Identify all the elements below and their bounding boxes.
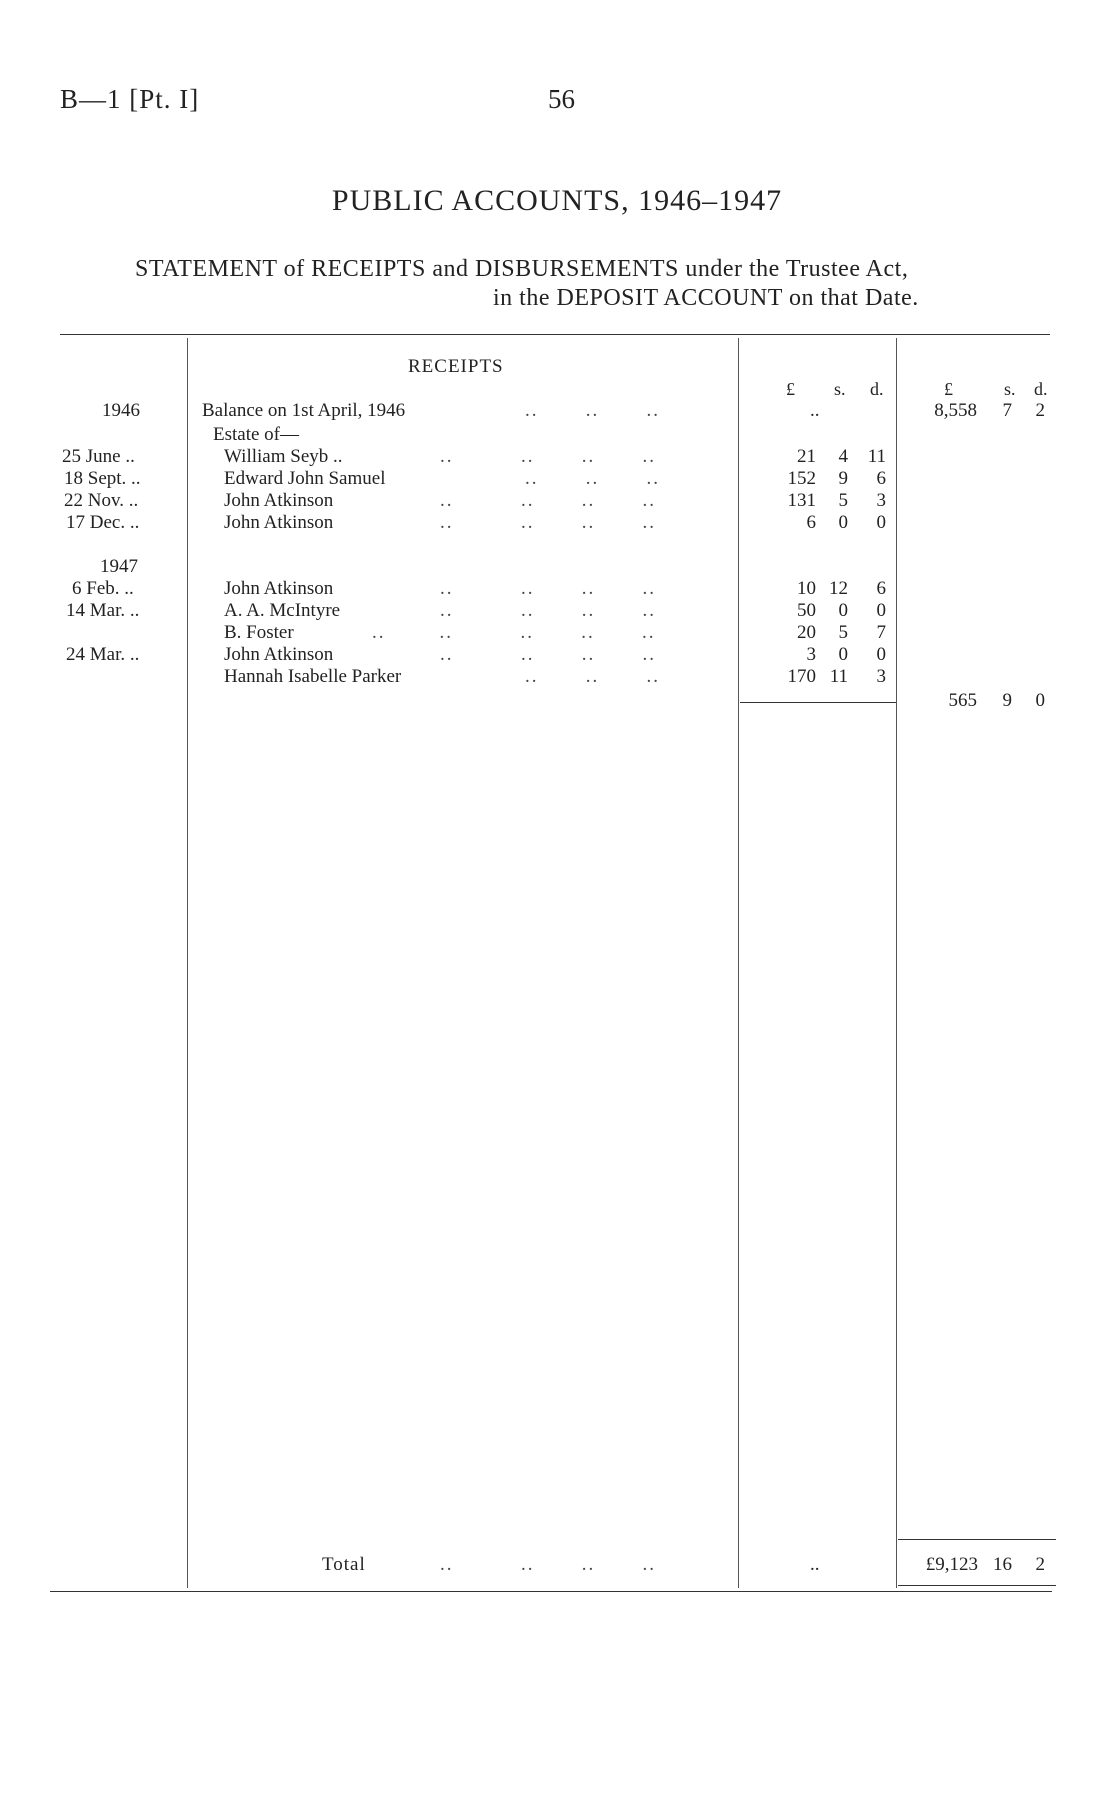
entry-pence: 3 bbox=[876, 666, 886, 687]
balance-pence: 2 bbox=[1035, 400, 1045, 421]
balance-pounds: 8,558 bbox=[934, 400, 977, 421]
entry-pence: 3 bbox=[876, 490, 886, 511]
balance-shillings: 7 bbox=[1002, 400, 1012, 421]
report-section-reference: B—1 [Pt. I] bbox=[60, 84, 200, 114]
entry-pence: 6 bbox=[876, 578, 886, 599]
statement-title-line-2: in the DEPOSIT ACCOUNT on that Date. bbox=[493, 285, 919, 311]
entry-shillings: 11 bbox=[829, 666, 848, 687]
entry-name: B. Foster bbox=[224, 622, 294, 643]
entry-pounds: 6 bbox=[806, 512, 816, 533]
entry-shillings: 0 bbox=[838, 644, 848, 665]
entry-name: John Atkinson bbox=[224, 512, 334, 533]
total-dots: .. .. .. .. bbox=[440, 1554, 656, 1575]
entry-dots: .. .. .. .. bbox=[440, 512, 656, 533]
date-column-divider bbox=[187, 338, 188, 1588]
pence-header-detail: d. bbox=[870, 379, 884, 399]
detail-column-divider bbox=[738, 338, 739, 1588]
receipts-heading: RECEIPTS bbox=[408, 356, 504, 377]
entry-dots: .. .. .. .. bbox=[440, 490, 656, 511]
pounds-header-detail: £ bbox=[786, 379, 795, 399]
pounds-header-total: £ bbox=[944, 379, 953, 399]
entry-name: Edward John Samuel bbox=[224, 468, 386, 489]
total-label: Total bbox=[322, 1554, 366, 1575]
entry-date: 17 Dec. .. bbox=[66, 512, 140, 533]
entry-date: 18 Sept. .. bbox=[64, 468, 141, 489]
entry-name: William Seyb .. bbox=[224, 446, 343, 467]
amount-column-divider bbox=[896, 338, 897, 1588]
statement-title-line-1: STATEMENT of RECEIPTS and DISBURSEMENTS under the Trustee Act, bbox=[135, 256, 909, 282]
entry-pounds: 20 bbox=[797, 622, 816, 643]
entry-date: 25 June .. bbox=[62, 446, 135, 467]
entry-date: 24 Mar. .. bbox=[66, 644, 140, 665]
entry-pence: 6 bbox=[876, 468, 886, 489]
entry-dots: .. .. .. bbox=[525, 666, 660, 687]
entry-shillings: 5 bbox=[838, 490, 848, 511]
entry-dots: .. .. .. bbox=[525, 468, 660, 489]
entry-pence: 11 bbox=[867, 446, 886, 467]
estate-label: Estate of— bbox=[213, 424, 300, 445]
entry-pounds: 10 bbox=[797, 578, 816, 599]
entry-name: Hannah Isabelle Parker bbox=[224, 666, 402, 687]
year-1946-label: 1946 bbox=[102, 400, 140, 421]
entry-name: John Atkinson bbox=[224, 490, 334, 511]
entry-dots: .. .. .. .. bbox=[440, 600, 656, 621]
subtotal-pence: 0 bbox=[1035, 690, 1045, 711]
entry-name: John Atkinson bbox=[224, 644, 334, 665]
entry-date: 6 Feb. .. bbox=[72, 578, 134, 599]
total-pounds: £9,123 bbox=[925, 1554, 978, 1575]
subtotal-shillings: 9 bbox=[1002, 690, 1012, 711]
entry-name: John Atkinson bbox=[224, 578, 334, 599]
pence-header-total: d. bbox=[1034, 379, 1048, 399]
entry-dots: .. .. .. .. bbox=[440, 578, 656, 599]
subtotal-pounds: 565 bbox=[948, 690, 977, 711]
entry-shillings: 9 bbox=[838, 468, 848, 489]
year-1947-label: 1947 bbox=[100, 556, 138, 577]
entry-pence: 0 bbox=[876, 644, 886, 665]
entry-shillings: 12 bbox=[829, 578, 848, 599]
entry-pounds: 152 bbox=[787, 468, 816, 489]
entry-pounds: 131 bbox=[787, 490, 816, 511]
total-shillings: 16 bbox=[993, 1554, 1012, 1575]
entry-pounds: 21 bbox=[797, 446, 816, 467]
entry-date: 22 Nov. .. bbox=[64, 490, 139, 511]
entry-shillings: 0 bbox=[838, 512, 848, 533]
entry-pence: 7 bbox=[876, 622, 886, 643]
balance-detail-dots: .. bbox=[810, 400, 820, 421]
table-bottom-rule bbox=[50, 1591, 1052, 1592]
entry-pounds: 170 bbox=[787, 666, 816, 687]
total-detail-dots: .. bbox=[810, 1554, 820, 1575]
entry-pounds: 3 bbox=[806, 644, 816, 665]
total-pence: 2 bbox=[1035, 1554, 1045, 1575]
entry-shillings: 4 bbox=[838, 446, 848, 467]
entry-pence: 0 bbox=[876, 600, 886, 621]
total-bottom-rule bbox=[898, 1585, 1056, 1586]
entry-dots: .. .. .. .. bbox=[440, 644, 656, 665]
balance-dots: .. .. .. bbox=[525, 400, 660, 421]
shillings-header-total: s. bbox=[1004, 379, 1016, 399]
total-top-rule bbox=[898, 1539, 1056, 1540]
entry-name: A. A. McIntyre bbox=[224, 600, 341, 621]
balance-label: Balance on 1st April, 1946 bbox=[202, 400, 406, 421]
entry-pounds: 50 bbox=[797, 600, 816, 621]
page-title: PUBLIC ACCOUNTS, 1946–1947 bbox=[331, 184, 783, 217]
table-top-rule bbox=[60, 334, 1050, 335]
page-number: 56 bbox=[548, 84, 575, 114]
entry-dots: .. .. .. .. bbox=[440, 446, 656, 467]
subtotal-rule bbox=[740, 702, 896, 703]
entry-date: 14 Mar. .. bbox=[66, 600, 140, 621]
entry-shillings: 5 bbox=[838, 622, 848, 643]
entry-shillings: 0 bbox=[838, 600, 848, 621]
entry-dots: .. .. .. .. .. bbox=[372, 622, 656, 643]
shillings-header-detail: s. bbox=[834, 379, 846, 399]
entry-pence: 0 bbox=[876, 512, 886, 533]
